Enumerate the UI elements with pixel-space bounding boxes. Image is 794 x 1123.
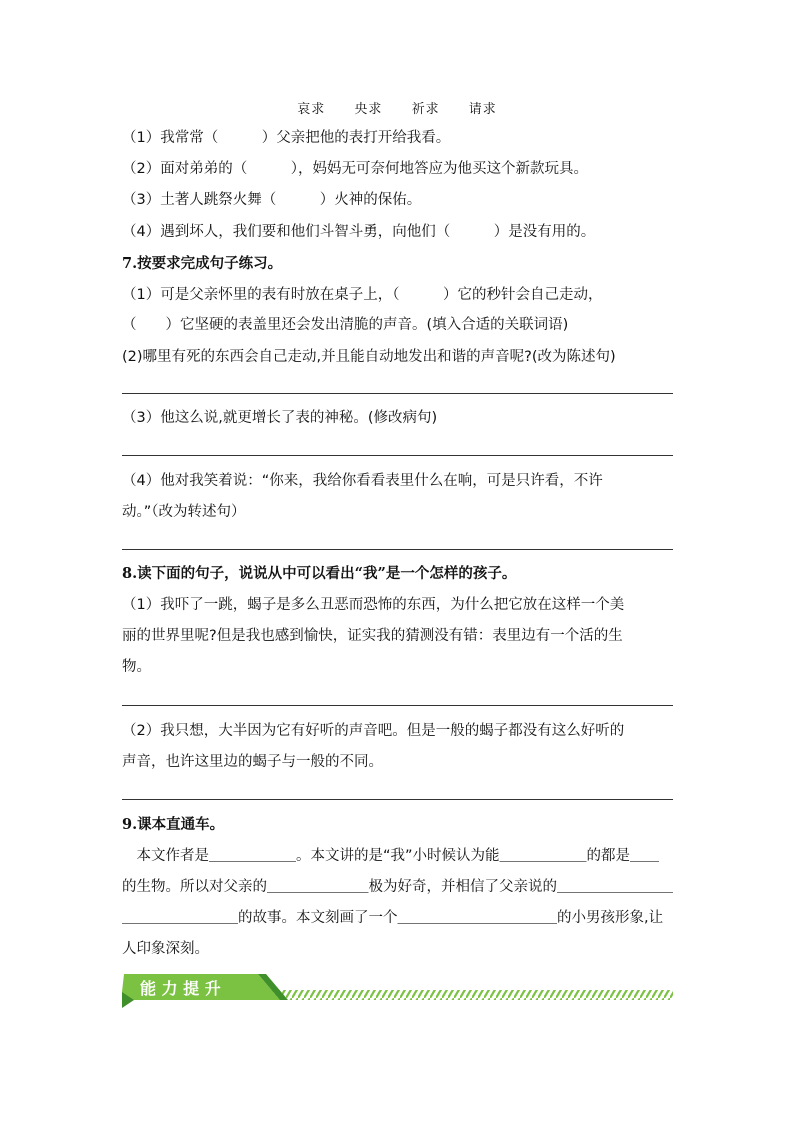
fill-question-1: （1）我常常（ ）父亲把他的表打开给我看。	[122, 130, 451, 146]
s7-q1-line2: （ ）它坚硬的表盖里还会发出清脆的声音。(填入合适的关联词语)	[122, 317, 569, 333]
s7-q1-line1: （1）可是父亲怀里的表有时放在桌子上，（ ）它的秒针会自己走动，	[122, 287, 603, 303]
s8-p1-line3: 物。	[122, 659, 151, 675]
s7-q2: (2)哪里有死的东西会自己走动,并且能自动地发出和谐的声音呢?(改为陈述句)	[122, 349, 616, 365]
answer-line[interactable]	[122, 799, 673, 800]
s9-line2: 的生物。所以对父亲的＿＿＿＿＿＿＿极为好奇，并相信了父亲说的＿＿＿＿＿＿＿＿	[122, 879, 673, 895]
banner-stripes	[268, 990, 673, 1000]
word-bank-item: 哀求	[297, 102, 326, 117]
answer-line[interactable]	[122, 393, 673, 394]
fill-question-4: （4）遇到坏人，我们要和他们斗智斗勇，向他们（ ）是没有用的。	[122, 224, 596, 240]
section-9-title: 9.课本直通车。	[122, 816, 225, 833]
section-7-title: 7.按要求完成句子练习。	[122, 255, 283, 272]
section-8-title: 8.读下面的句子，说说从中可以看出“我”是一个怎样的孩子。	[122, 565, 517, 582]
fill-question-2: （2）面对弟弟的（ ），妈妈无可奈何地答应为他买这个新款玩具。	[122, 161, 588, 177]
word-bank-item: 央求	[354, 102, 383, 117]
banner-label: 能 力 提 升	[140, 979, 221, 998]
s7-q4-line1: （4）他对我笑着说：“你来，我给你看看表里什么在响，可是只许看，不许	[122, 473, 603, 489]
s8-p1-line1: （1）我吓了一跳，蝎子是多么丑恶而恐怖的东西，为什么把它放在这样一个美	[122, 597, 625, 613]
s9-line3: ＿＿＿＿＿＿＿＿的故事。本文刻画了一个＿＿＿＿＿＿＿＿＿＿＿的小男孩形象,让	[122, 910, 664, 926]
s8-p1-line2: 丽的世界里呢?但是我也感到愉快，证实我的猜测没有错：表里边有一个活的生	[122, 628, 623, 644]
s9-line4: 人印象深刻。	[122, 941, 209, 957]
s8-p2-line2: 声音，也许这里边的蝎子与一般的不同。	[122, 754, 383, 770]
ability-boost-banner	[118, 968, 678, 1010]
answer-line[interactable]	[122, 705, 673, 706]
s7-q4-line2: 动。”（改为转述句）	[122, 504, 246, 520]
s8-p2-line1: （2）我只想，大半因为它有好听的声音吧。但是一般的蝎子都没有这么好听的	[122, 723, 625, 739]
word-bank-item: 请求	[468, 102, 497, 117]
s9-line1: 本文作者是＿＿＿＿＿＿。本文讲的是“我”小时候认为能＿＿＿＿＿＿的都是＿＿	[122, 848, 660, 864]
word-bank	[0, 98, 794, 117]
word-bank-item: 祈求	[411, 102, 440, 117]
answer-line[interactable]	[122, 549, 673, 550]
answer-line[interactable]	[122, 455, 673, 456]
fill-question-3: （3）土著人跳祭火舞（ ）火神的保佑。	[122, 192, 422, 208]
s7-q3: （3）他这么说,就更增长了表的神秘。(修改病句)	[122, 410, 438, 426]
